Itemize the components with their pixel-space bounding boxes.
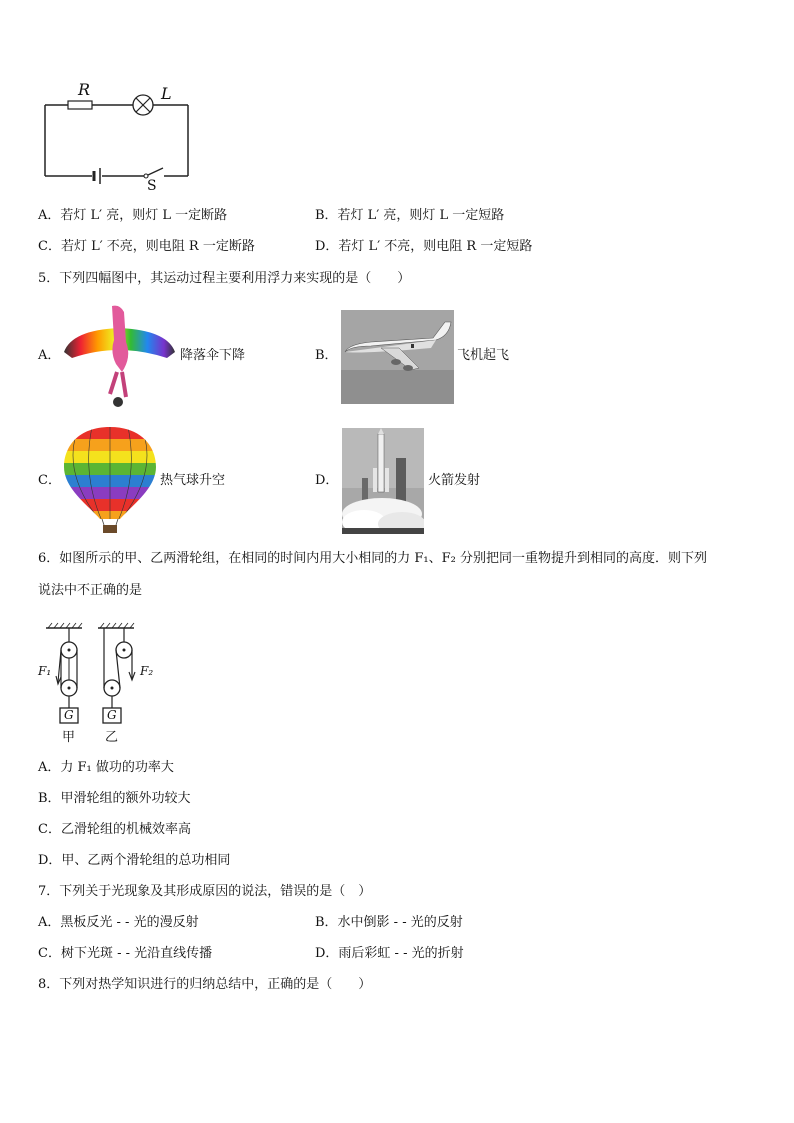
q8-stem: 8．下列对热学知识进行的归纳总结中，正确的是（ ）	[38, 977, 372, 992]
q5-option-c-caption: 热气球升空	[160, 473, 226, 488]
q4-option-c: C．若灯 L′ 不亮，则电阻 R 一定断路	[38, 239, 255, 254]
switch-label: S	[147, 178, 157, 194]
resistor-symbol	[68, 101, 92, 109]
q7-stem: 7．下列关于光现象及其形成原因的说法，错误的是（ ）	[38, 884, 372, 899]
q5-option-a-caption: 降落伞下降	[180, 348, 246, 363]
airplane-photo	[341, 310, 454, 404]
parachute-photo	[62, 302, 177, 410]
q7-option-b: B．水中倒影 - - 光的反射	[315, 915, 463, 930]
q4-option-b: B．若灯 L′ 亮，则灯 L 一定短路	[315, 208, 505, 223]
circuit-drawing	[40, 80, 200, 192]
resistor-label: R	[78, 80, 91, 99]
pulley-drawing	[36, 620, 166, 750]
hot-air-balloon-photo	[62, 425, 158, 535]
q6-option-b: B．甲滑轮组的额外功较大	[38, 791, 191, 806]
q7-option-d: D．雨后彩虹 - - 光的折射	[315, 946, 464, 961]
q5-stem: 5．下列四幅图中，其运动过程主要利用浮力来实现的是（ ）	[38, 271, 411, 286]
label-yi: 乙	[105, 730, 119, 745]
q6-option-d: D．甲、乙两个滑轮组的总功相同	[38, 853, 231, 868]
q5-option-b-caption: 飞机起飞	[457, 348, 510, 363]
q4-option-d: D．若灯 L′ 不亮，则电阻 R 一定短路	[315, 239, 533, 254]
q5-option-b-letter: B．	[315, 348, 338, 363]
lamp-label: L	[161, 84, 172, 103]
force-f1-label: F₁	[38, 664, 52, 678]
pulley-diagram	[36, 620, 166, 750]
q5-option-c-letter: C．	[38, 473, 61, 488]
rocket-launch-photo	[342, 428, 424, 534]
q5-option-a-letter: A．	[38, 348, 61, 363]
circuit-diagram	[40, 80, 200, 192]
weight-g-left: G	[64, 708, 74, 722]
q7-option-a: A．黑板反光 - - 光的漫反射	[38, 915, 199, 930]
force-f2-label: F₂	[140, 664, 154, 678]
q5-option-d-letter: D．	[315, 473, 339, 488]
weight-g-right: G	[107, 708, 117, 722]
q7-option-c: C．树下光斑 - - 光沿直线传播	[38, 946, 213, 961]
q6-option-a: A．力 F₁ 做功的功率大	[38, 760, 174, 775]
q5-option-d-caption: 火箭发射	[428, 473, 481, 488]
q4-option-a: A．若灯 L′ 亮，则灯 L 一定断路	[38, 208, 228, 223]
q6-stem-line2: 说法中不正确的是	[38, 583, 143, 598]
label-jia: 甲	[62, 730, 76, 745]
q6-stem-line1: 6．如图所示的甲、乙两滑轮组，在相同的时间内用大小相同的力 F₁、F₂ 分别把同一重物提升到相同的高度．则下列	[38, 551, 707, 566]
q6-option-c: C．乙滑轮组的机械效率高	[38, 822, 191, 837]
